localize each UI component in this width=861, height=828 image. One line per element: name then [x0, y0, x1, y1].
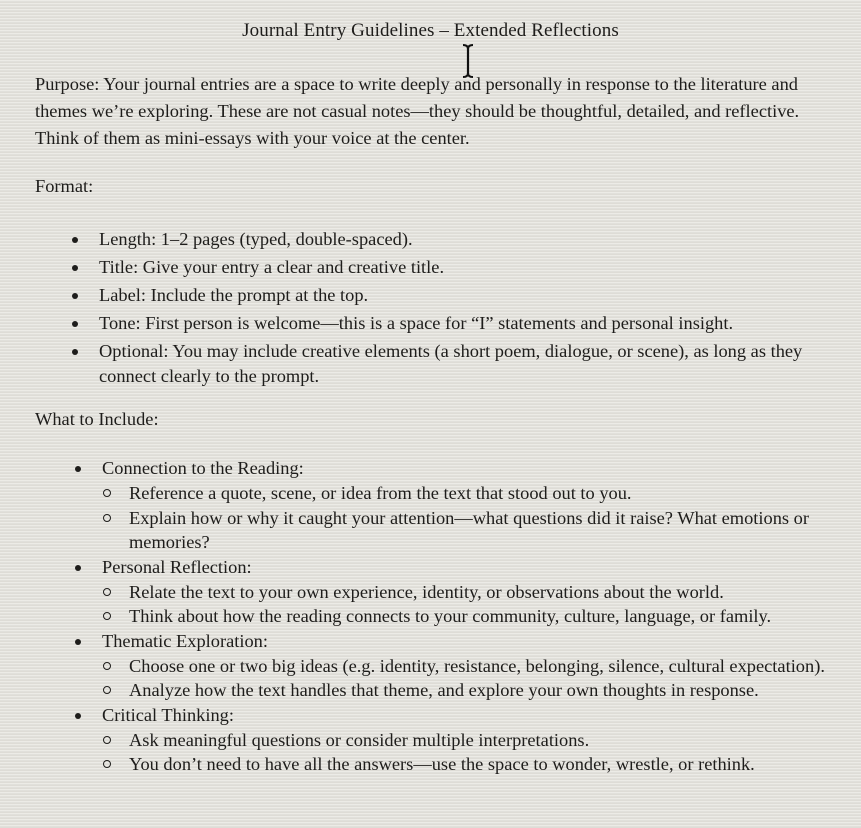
list-item	[75, 456, 845, 555]
sub-list-item: Ask meaningful questions or consider multiple interpretations.	[102, 728, 845, 753]
list-item: Length: 1–2 pages (typed, double-spaced).	[72, 227, 847, 252]
list-item: Label: Include the prompt at the top.	[72, 283, 847, 308]
sub-list-item: Think about how the reading connects to your community, culture, language, or family.	[102, 604, 845, 629]
sub-list-item: You don’t need to have all the answers—use the space to wonder, wrestle, or rethink.	[102, 752, 845, 777]
list-item	[75, 629, 845, 703]
purpose-paragraph: Purpose: Your journal entries are a space to write deeply and personally in response to the literature and themes we’re exploring. These are not casual notes—they should be thoughtful, detailed, and reflective. Think of them as mini-essays with your voice at the center.	[35, 74, 800, 148]
list-item: Optional: You may include creative elements (a short poem, dialogue, or scene), as long as they connect clearly to the prompt.	[72, 339, 847, 389]
format-heading: Format:	[35, 176, 94, 196]
sub-list	[102, 580, 845, 629]
list-item-label: Thematic Exploration:	[102, 630, 268, 651]
list-item-label: Critical Thinking:	[102, 704, 234, 725]
sub-list-item: Explain how or why it caught your attention—what questions did it raise? What emotions or memories?	[102, 506, 845, 555]
sub-list	[102, 481, 845, 555]
sub-list	[102, 728, 845, 777]
sub-list	[102, 654, 845, 703]
sub-list-item: Analyze how the text handles that theme, and explore your own thoughts in response.	[102, 678, 845, 703]
list-item-label: Connection to the Reading:	[102, 458, 304, 478]
include-list	[75, 456, 845, 777]
sub-list-item: Choose one or two big ideas (e.g. identity, resistance, belonging, silence, cultural expectation).	[102, 654, 845, 679]
document-title: Journal Entry Guidelines – Extended Reflections	[242, 20, 619, 41]
list-item-label: Personal Reflection:	[102, 556, 252, 577]
list-item	[75, 703, 845, 777]
list-item: Title: Give your entry a clear and creative title.	[72, 255, 847, 280]
list-item: Tone: First person is welcome—this is a space for “I” statements and personal insight.	[72, 311, 847, 336]
list-item	[75, 555, 845, 629]
format-list	[72, 227, 847, 392]
sub-list-item: Reference a quote, scene, or idea from the text that stood out to you.	[102, 481, 845, 506]
sub-list-item: Relate the text to your own experience, identity, or observations about the world.	[102, 580, 845, 605]
include-heading: What to Include:	[35, 409, 159, 429]
